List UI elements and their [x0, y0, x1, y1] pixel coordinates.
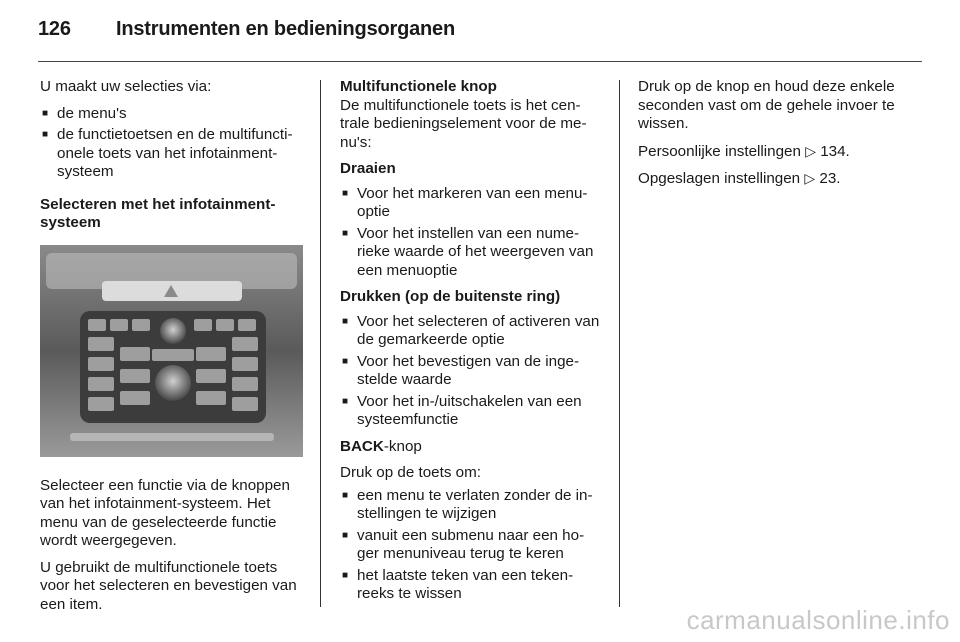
- list-item: ■ de functietoetsen en de multifuncti-onele toets van het infotainment-systeem: [40, 126, 306, 182]
- col2-intro: De multifunctionele toets is het cen-trale bedieningselement voor de me-nu's:: [340, 96, 587, 151]
- list-item: ■ de menu's: [40, 105, 306, 124]
- list-item: ■ Voor het selecteren of activeren van de gemarkeerde optie: [340, 313, 605, 350]
- column-1: [40, 78, 306, 622]
- header-rule: [38, 61, 922, 62]
- list-item: ■ Voor het in-/uitschakelen van een systeemfunctie: [340, 393, 605, 430]
- reference-text: Persoonlijke instellingen: [638, 142, 801, 160]
- col1-intro: U maakt uw selecties via:: [40, 78, 212, 95]
- press-bullets: [340, 313, 605, 430]
- back-button-heading: [340, 438, 605, 457]
- page-title: Instrumenten en bedieningsorganen: [116, 18, 455, 40]
- column-3: [638, 78, 908, 197]
- list-item: ■ Voor het bevestigen van de inge-stelde waarde: [340, 353, 605, 390]
- col3-paragraph: Druk op de knop en houd deze enkele seconden vast om de gehele invoer te wissen.: [638, 78, 895, 132]
- column-2: [340, 78, 605, 612]
- reference-page: 134.: [820, 142, 850, 160]
- column-divider: [619, 80, 620, 607]
- cross-reference[interactable]: [638, 142, 908, 162]
- back-bullets: [340, 487, 605, 604]
- section-heading: Multifunctionele knop: [340, 78, 497, 95]
- column-divider: [320, 80, 321, 607]
- rotate-bullets: [340, 185, 605, 281]
- back-label: BACK: [340, 437, 384, 455]
- list-item: ■ Voor het markeren van een menu-optie: [340, 185, 605, 222]
- col1-bullets: [40, 105, 306, 182]
- reference-page: 23.: [819, 170, 841, 187]
- page-number: 126: [38, 18, 71, 40]
- list-item: ■ Voor het instellen van een nume-rieke waarde of het weergeven van een menuoptie: [340, 225, 605, 281]
- reference-arrow-icon: ▷: [804, 170, 816, 186]
- photo-caption: Selecteer een functie via de knoppen van het infotainment-systeem. Het menu van de geselecteerde functie wordt weergegeven.: [40, 476, 290, 549]
- list-item: ■ een menu te verlaten zonder de in-stellingen te wijzigen: [340, 487, 605, 524]
- reference-arrow-icon: ▷: [805, 142, 816, 159]
- col1-paragraph: U gebruikt de multifunctionele toets voor het selecteren en bevestigen van een item.: [40, 558, 297, 613]
- section-heading: Selecteren met het infotainment-systeem: [40, 195, 276, 231]
- subheading-press: Drukken (op de buitenste ring): [340, 288, 561, 305]
- watermark: carmanualsonline.info: [686, 605, 950, 635]
- list-item: ■ het laatste teken van een teken-reeks te wissen: [340, 567, 605, 604]
- cross-reference[interactable]: [638, 169, 908, 189]
- list-item: ■ vanuit een submenu naar een ho-ger menuniveau terug te keren: [340, 527, 605, 564]
- back-intro: Druk op de toets om:: [340, 464, 481, 481]
- page-header: [38, 18, 455, 41]
- infotainment-control-panel-photo: [40, 245, 303, 457]
- subheading-rotate: Draaien: [340, 160, 396, 177]
- back-suffix: -knop: [383, 437, 422, 455]
- reference-text: Opgeslagen instellingen: [638, 170, 801, 187]
